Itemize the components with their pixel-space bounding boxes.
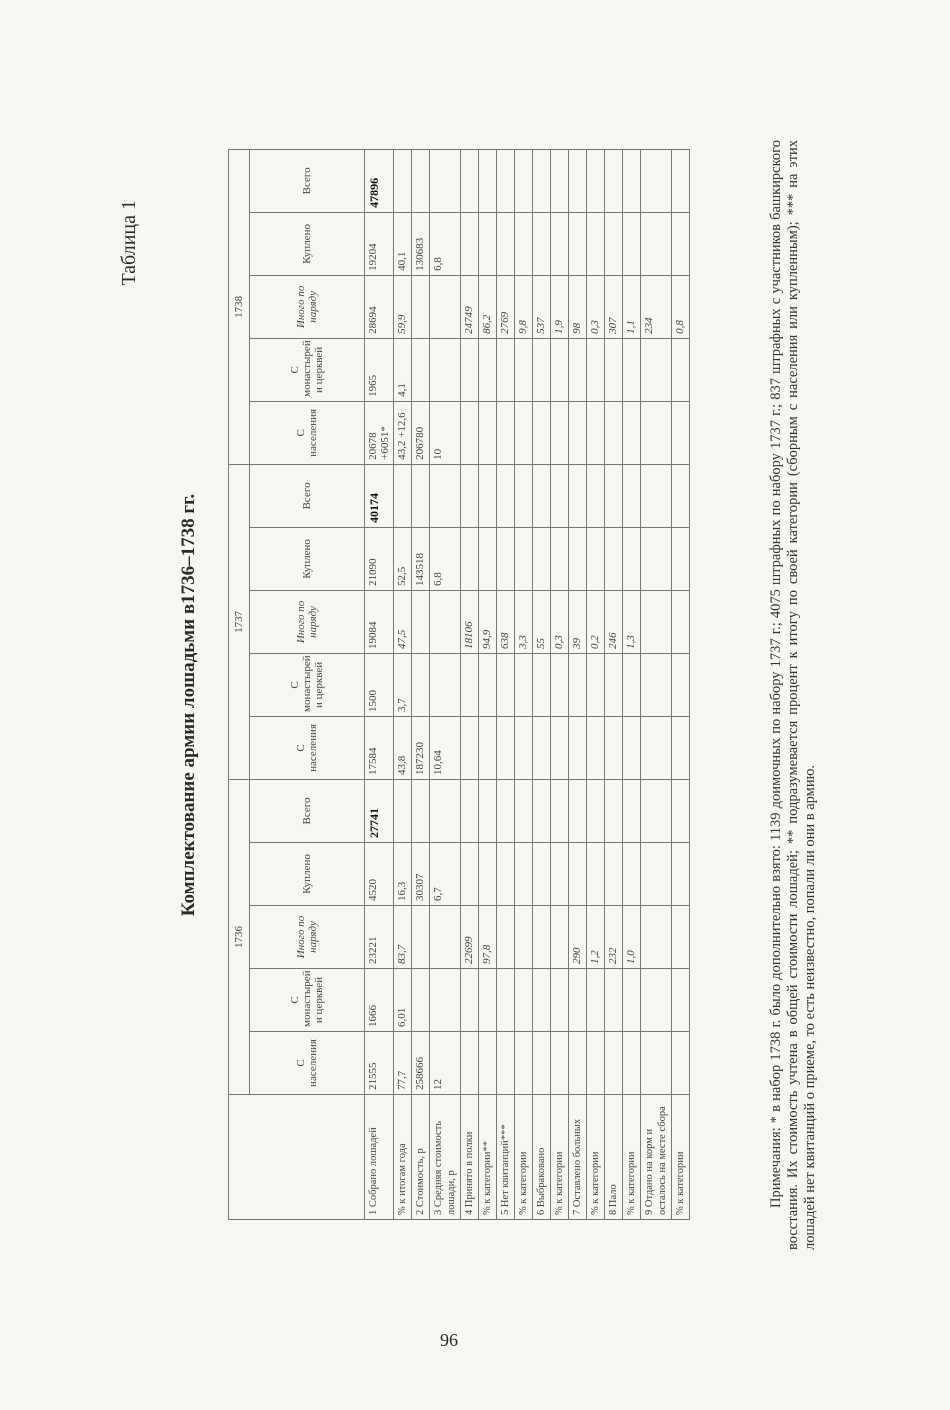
column-header: С населения: [250, 1032, 365, 1095]
table-cell: [623, 1032, 641, 1095]
row-label: % к итогам года: [394, 1095, 412, 1220]
table-cell: 18106: [461, 590, 479, 653]
table-row: [365, 149, 394, 1219]
table-cell: [551, 338, 569, 401]
row-label: 8 Пало: [605, 1095, 623, 1220]
table-cell: 94,9: [479, 590, 497, 653]
table-cell: 0,2: [587, 590, 605, 653]
page-number: 96: [440, 1330, 458, 1350]
table-cell: [515, 338, 533, 401]
table-cell: [515, 843, 533, 906]
row-label: % к категории: [551, 1095, 569, 1220]
table-cell: 21555: [365, 1032, 394, 1095]
table-row: [497, 149, 515, 1219]
table-cell: 19204: [365, 212, 394, 275]
table-cell: [672, 401, 690, 464]
table-cell: [479, 527, 497, 590]
row-label-header: [229, 1095, 365, 1220]
table-cell: [569, 716, 587, 779]
table-cell: 258666: [412, 1032, 430, 1095]
table-cell: [497, 653, 515, 716]
row-label: 4 Принято в полки: [461, 1095, 479, 1220]
table-cell: [605, 716, 623, 779]
table-cell: 1666: [365, 969, 394, 1032]
table-cell: [412, 906, 430, 969]
table-cell: [430, 906, 461, 969]
table-cell: 143518: [412, 527, 430, 590]
table-cell: 55: [533, 590, 551, 653]
table-cell: [587, 843, 605, 906]
table-cell: [623, 779, 641, 842]
table-cell: [430, 653, 461, 716]
table-cell: [605, 1032, 623, 1095]
table-cell: [497, 401, 515, 464]
table-cell: [587, 401, 605, 464]
table-cell: [672, 1032, 690, 1095]
column-header: С монастырей и церквей: [250, 338, 365, 401]
table-cell: [672, 464, 690, 527]
table-cell: [623, 464, 641, 527]
table-cell: 1,0: [623, 906, 641, 969]
table-cell: [672, 843, 690, 906]
table-cell: 20678 +6051*: [365, 401, 394, 464]
table-cell: 537: [533, 275, 551, 338]
table-cell: 40174: [365, 464, 394, 527]
row-label: % к категории: [587, 1095, 605, 1220]
year-header: 1736: [229, 779, 250, 1094]
table-cell: [515, 1032, 533, 1095]
table-cell: 638: [497, 590, 515, 653]
table-cell: [412, 590, 430, 653]
table-cell: [605, 149, 623, 212]
table-cell: 86,2: [479, 275, 497, 338]
table-cell: [430, 338, 461, 401]
table-cell: [641, 906, 672, 969]
table-cell: 130683: [412, 212, 430, 275]
table-cell: [641, 716, 672, 779]
table-cell: [479, 401, 497, 464]
table-cell: [430, 969, 461, 1032]
year-header: 1737: [229, 464, 250, 779]
table-cell: 1965: [365, 338, 394, 401]
table-row: [394, 149, 412, 1219]
table-cell: [569, 212, 587, 275]
table-cell: 9,8: [515, 275, 533, 338]
table-cell: [569, 338, 587, 401]
table-cell: [497, 338, 515, 401]
table-cell: 77,7: [394, 1032, 412, 1095]
table-cell: [515, 464, 533, 527]
table-row: [672, 149, 690, 1219]
table-cell: 1500: [365, 653, 394, 716]
table-row: [479, 149, 497, 1219]
table-cell: [569, 527, 587, 590]
table-note: Примечания: * в набор 1738 г. было дополнительно взято: 1139 доимочных по набору 1737 г.; 4075 штрафных по набору 1737 г.; 837 штрафных с участников башкирского восстания. Их стоимость учтена в общей стоимости лошадей; ** подразумевается процент к итогу по своей категории (сборным с населения или купленным); *** на этих лошадей нет квитанций о приеме, то есть неизвестно, попали ли они в армию.: [768, 140, 818, 1250]
table-cell: [479, 212, 497, 275]
table-cell: 23221: [365, 906, 394, 969]
table-cell: 4,1: [394, 338, 412, 401]
table-cell: [479, 338, 497, 401]
table-cell: [672, 149, 690, 212]
table-row: [430, 149, 461, 1219]
column-header: С населения: [250, 716, 365, 779]
table-row: [515, 149, 533, 1219]
table-cell: [605, 464, 623, 527]
table-cell: [623, 843, 641, 906]
table-cell: [497, 464, 515, 527]
row-label: % к категории**: [479, 1095, 497, 1220]
table-cell: 0,8: [672, 275, 690, 338]
table-cell: 232: [605, 906, 623, 969]
column-header: С монастырей и церквей: [250, 653, 365, 716]
table-cell: [497, 1032, 515, 1095]
table-cell: [497, 716, 515, 779]
table-cell: 1,1: [623, 275, 641, 338]
table-cell: [605, 843, 623, 906]
table-cell: [605, 401, 623, 464]
table-cell: [569, 1032, 587, 1095]
table-row: [412, 149, 430, 1219]
table-cell: [623, 212, 641, 275]
table-cell: 43,8: [394, 716, 412, 779]
table-cell: [587, 653, 605, 716]
column-header: С монастырей и церквей: [250, 969, 365, 1032]
table-cell: 6,8: [430, 527, 461, 590]
table-cell: [430, 464, 461, 527]
table-cell: [430, 275, 461, 338]
table-cell: [672, 969, 690, 1032]
table-cell: 6,01: [394, 969, 412, 1032]
table-cell: [515, 716, 533, 779]
row-label: 3 Средняя стоимость лошади, р: [430, 1095, 461, 1220]
table-cell: [569, 653, 587, 716]
table-cell: 52,5: [394, 527, 412, 590]
table-cell: [533, 779, 551, 842]
table-cell: [605, 212, 623, 275]
table-cell: [569, 149, 587, 212]
table-cell: [672, 779, 690, 842]
table-cell: 0,3: [551, 590, 569, 653]
column-header: Куплено: [250, 212, 365, 275]
table-cell: [497, 843, 515, 906]
table-cell: [533, 212, 551, 275]
table-cell: [461, 779, 479, 842]
table-cell: [479, 716, 497, 779]
table-cell: [430, 149, 461, 212]
table-cell: [533, 401, 551, 464]
table-cell: 27741: [365, 779, 394, 842]
table-cell: [672, 716, 690, 779]
table-cell: [515, 212, 533, 275]
table-cell: 1,9: [551, 275, 569, 338]
table-cell: [497, 212, 515, 275]
column-header: Иного по наряду: [250, 906, 365, 969]
table-cell: [587, 969, 605, 1032]
table-cell: 30307: [412, 843, 430, 906]
table-cell: [569, 843, 587, 906]
table-cell: [479, 779, 497, 842]
table-cell: 10: [430, 401, 461, 464]
table-cell: [672, 906, 690, 969]
table-cell: [623, 401, 641, 464]
table-title: Комплектование армии лошадьми в1736–1738 гг.: [178, 493, 199, 917]
year-header-row: [229, 149, 250, 1219]
table-cell: [461, 843, 479, 906]
table-cell: [672, 590, 690, 653]
column-header: Всего: [250, 149, 365, 212]
table-cell: [551, 401, 569, 464]
table-cell: 246: [605, 590, 623, 653]
table-cell: [412, 149, 430, 212]
column-header: Иного по наряду: [250, 590, 365, 653]
table-cell: [394, 779, 412, 842]
table-cell: [551, 653, 569, 716]
table-cell: [623, 716, 641, 779]
table-cell: [641, 212, 672, 275]
table-cell: [587, 1032, 605, 1095]
table-cell: [479, 843, 497, 906]
table-cell: [605, 779, 623, 842]
table-label: Таблица 1: [118, 200, 140, 286]
table-cell: [461, 527, 479, 590]
table-cell: [479, 149, 497, 212]
table-cell: [515, 401, 533, 464]
table-cell: 10,64: [430, 716, 461, 779]
table-cell: [497, 149, 515, 212]
table-cell: [515, 906, 533, 969]
table-cell: [461, 716, 479, 779]
table-cell: [569, 779, 587, 842]
horses-table: [228, 149, 690, 1220]
table-cell: [515, 969, 533, 1032]
table-cell: 307: [605, 275, 623, 338]
table-cell: [461, 149, 479, 212]
table-cell: [515, 653, 533, 716]
table-cell: [479, 1032, 497, 1095]
table-cell: [551, 843, 569, 906]
table-cell: [641, 590, 672, 653]
row-label: 9 Отдано на корм и осталось на месте сбора: [641, 1095, 672, 1220]
table-cell: [533, 1032, 551, 1095]
table-cell: [623, 969, 641, 1032]
table-cell: 40,1: [394, 212, 412, 275]
row-label: 7 Оставлено больных: [569, 1095, 587, 1220]
table-cell: [551, 779, 569, 842]
table-cell: [533, 716, 551, 779]
table-cell: [623, 338, 641, 401]
table-cell: 83,7: [394, 906, 412, 969]
table-cell: [623, 149, 641, 212]
table-cell: [605, 527, 623, 590]
column-header: Куплено: [250, 843, 365, 906]
table-cell: [533, 969, 551, 1032]
table-cell: [587, 464, 605, 527]
row-label: 6 Выбраковано: [533, 1095, 551, 1220]
table-cell: [533, 464, 551, 527]
table-cell: [551, 969, 569, 1032]
table-cell: [605, 969, 623, 1032]
table-cell: [533, 906, 551, 969]
table-cell: [479, 969, 497, 1032]
table-cell: [551, 1032, 569, 1095]
column-header: Иного по наряду: [250, 275, 365, 338]
table-cell: [569, 464, 587, 527]
table-cell: [641, 149, 672, 212]
table-cell: 1,2: [587, 906, 605, 969]
table-cell: 47,5: [394, 590, 412, 653]
table-cell: 206780: [412, 401, 430, 464]
table-cell: [497, 527, 515, 590]
table-cell: [641, 338, 672, 401]
table-cell: [461, 401, 479, 464]
table-cell: 39: [569, 590, 587, 653]
table-cell: [551, 716, 569, 779]
table-cell: [605, 338, 623, 401]
table-cell: [461, 1032, 479, 1095]
table-cell: [672, 338, 690, 401]
table-cell: [533, 338, 551, 401]
table-cell: [623, 527, 641, 590]
table-cell: [551, 906, 569, 969]
table-row: [569, 149, 587, 1219]
table-cell: 1,3: [623, 590, 641, 653]
table-cell: 0,3: [587, 275, 605, 338]
table-cell: [641, 1032, 672, 1095]
table-cell: [672, 653, 690, 716]
table-cell: [430, 590, 461, 653]
table-cell: [641, 969, 672, 1032]
row-label: % к категории: [672, 1095, 690, 1220]
table-cell: 24749: [461, 275, 479, 338]
table-cell: [641, 779, 672, 842]
table-cell: [641, 653, 672, 716]
table-row: [605, 149, 623, 1219]
table-cell: [533, 149, 551, 212]
table-cell: [533, 527, 551, 590]
table-cell: [587, 716, 605, 779]
table-cell: [551, 212, 569, 275]
table-cell: 43,2 +12,6: [394, 401, 412, 464]
table-cell: 21090: [365, 527, 394, 590]
row-label: % к категории: [623, 1095, 641, 1220]
table-cell: [461, 212, 479, 275]
table-cell: [641, 843, 672, 906]
table-cell: 234: [641, 275, 672, 338]
row-label: 5 Нет квитанций***: [497, 1095, 515, 1220]
table-cell: [515, 779, 533, 842]
table-cell: [394, 149, 412, 212]
table-row: [533, 149, 551, 1219]
table-cell: [672, 527, 690, 590]
table-cell: 97,8: [479, 906, 497, 969]
table-cell: 28694: [365, 275, 394, 338]
table-cell: 187230: [412, 716, 430, 779]
table-cell: [551, 464, 569, 527]
table-cell: [412, 338, 430, 401]
table-cell: 47896: [365, 149, 394, 212]
table-cell: [569, 969, 587, 1032]
table-cell: [497, 969, 515, 1032]
column-header: Куплено: [250, 527, 365, 590]
table-row: [641, 149, 672, 1219]
table-cell: [515, 527, 533, 590]
table-cell: [461, 653, 479, 716]
subheader-row: [250, 149, 365, 1219]
table-cell: [497, 906, 515, 969]
row-label: 2 Стоимость, р: [412, 1095, 430, 1220]
table-cell: [479, 464, 497, 527]
table-cell: 22699: [461, 906, 479, 969]
table-cell: 4520: [365, 843, 394, 906]
table-cell: [412, 779, 430, 842]
table-cell: [430, 779, 461, 842]
table-cell: [412, 275, 430, 338]
table-cell: [641, 401, 672, 464]
table-row: [623, 149, 641, 1219]
table-cell: [605, 653, 623, 716]
table-cell: 3,7: [394, 653, 412, 716]
table-cell: 290: [569, 906, 587, 969]
table-cell: [569, 401, 587, 464]
table-row: [461, 149, 479, 1219]
table-cell: [515, 149, 533, 212]
table-body: [365, 149, 690, 1219]
row-label: 1 Собрано лошадей: [365, 1095, 394, 1220]
column-header: Всего: [250, 464, 365, 527]
table-cell: 16,3: [394, 843, 412, 906]
table-cell: [533, 843, 551, 906]
year-header: 1738: [229, 149, 250, 464]
table-cell: 6,7: [430, 843, 461, 906]
table-cell: [587, 779, 605, 842]
table-cell: [461, 464, 479, 527]
table-cell: [641, 527, 672, 590]
table-row: [587, 149, 605, 1219]
row-label: % к категории: [515, 1095, 533, 1220]
table-row: [551, 149, 569, 1219]
table-cell: [394, 464, 412, 527]
table-cell: [641, 464, 672, 527]
table-cell: [497, 779, 515, 842]
table-cell: [461, 338, 479, 401]
table-cell: 3,3: [515, 590, 533, 653]
column-header: Всего: [250, 779, 365, 842]
table-cell: [551, 527, 569, 590]
table-cell: [551, 149, 569, 212]
table-cell: [479, 653, 497, 716]
table-cell: 98: [569, 275, 587, 338]
table-cell: [587, 149, 605, 212]
table-cell: [623, 653, 641, 716]
table-cell: [587, 527, 605, 590]
table-cell: [412, 653, 430, 716]
table-cell: 59,9: [394, 275, 412, 338]
table-cell: [412, 969, 430, 1032]
table-cell: [461, 969, 479, 1032]
table-cell: 17584: [365, 716, 394, 779]
table-cell: 2769: [497, 275, 515, 338]
table-cell: 6,8: [430, 212, 461, 275]
table-cell: 12: [430, 1032, 461, 1095]
table-cell: [587, 338, 605, 401]
table-cell: [672, 212, 690, 275]
table-cell: 19084: [365, 590, 394, 653]
table-cell: [587, 212, 605, 275]
table-cell: [412, 464, 430, 527]
table-cell: [533, 653, 551, 716]
column-header: С населения: [250, 401, 365, 464]
